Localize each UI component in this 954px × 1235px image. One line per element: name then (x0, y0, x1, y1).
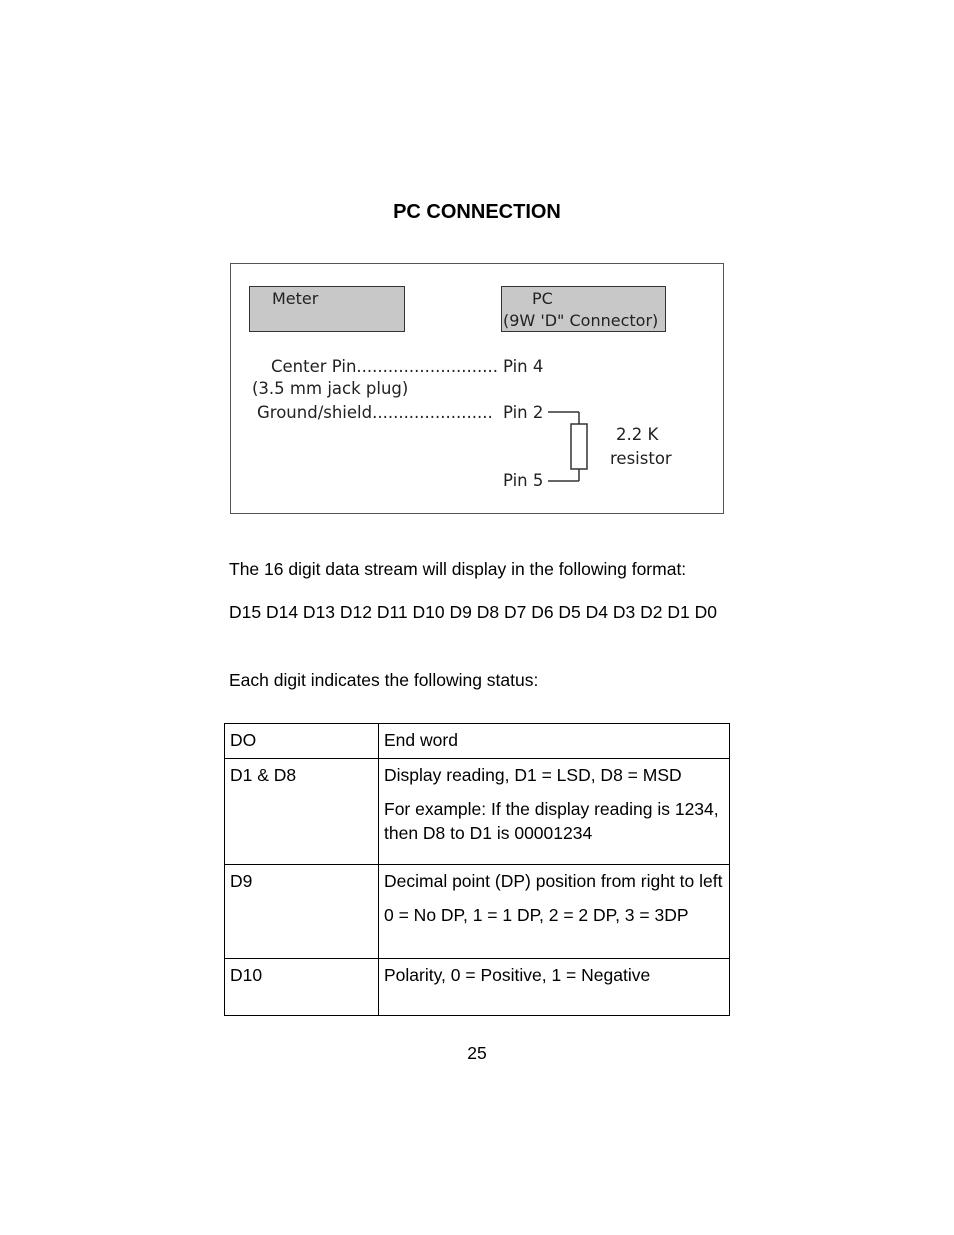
table-row (225, 759, 730, 865)
desc-cell (379, 759, 730, 865)
digit-cell: D9 (225, 865, 379, 959)
desc-cell (379, 865, 730, 959)
desc-text: 0 = No DP, 1 = 1 DP, 2 = 2 DP, 3 = 3DP (384, 905, 689, 925)
status-table (224, 723, 730, 1016)
ground-shield-label: Ground/shield....................... (257, 403, 493, 422)
desc-text: End word (384, 730, 458, 750)
resistor-value-label: 2.2 K (616, 425, 659, 444)
pin4-label: Pin 4 (503, 357, 544, 376)
digit-cell: D1 & D8 (225, 759, 379, 865)
center-pin-label: Center Pin........................... (271, 357, 499, 376)
desc-text: Polarity, 0 = Positive, 1 = Negative (384, 965, 651, 985)
table-row (225, 865, 730, 959)
desc-cell (379, 724, 730, 759)
desc-text: For example: If the display reading is 1234, then D8 to D1 is 00001234 (384, 799, 719, 843)
meter-label: Meter (272, 289, 319, 308)
desc-cell (379, 959, 730, 1016)
pin2-label: Pin 2 (503, 403, 544, 422)
jack-plug-label: (3.5 mm jack plug) (252, 379, 409, 398)
status-intro-text: Each digit indicates the following status: (229, 670, 539, 690)
digit-cell: D10 (225, 959, 379, 1016)
table-row (225, 959, 730, 1016)
pin5-label: Pin 5 (503, 471, 544, 490)
connection-diagram (230, 263, 724, 514)
page-number: 25 (467, 1043, 487, 1063)
desc-text: Display reading, D1 = LSD, D8 = MSD (384, 765, 682, 785)
resistor-wiring (231, 264, 722, 512)
intro-text: The 16 digit data stream will display in the following format: (229, 559, 687, 579)
digit-cell: DO (225, 724, 379, 759)
pc-connector-label: (9W 'D" Connector) (503, 311, 659, 330)
desc-text: Decimal point (DP) position from right to left (384, 871, 723, 891)
format-text: D15 D14 D13 D12 D11 D10 D9 D8 D7 D6 D5 D4 D3 D2 D1 D0 (229, 602, 717, 622)
pc-label: PC (532, 289, 553, 308)
page-title: PC CONNECTION (393, 201, 561, 223)
resistor-label: resistor (610, 449, 672, 468)
table-row (225, 724, 730, 759)
